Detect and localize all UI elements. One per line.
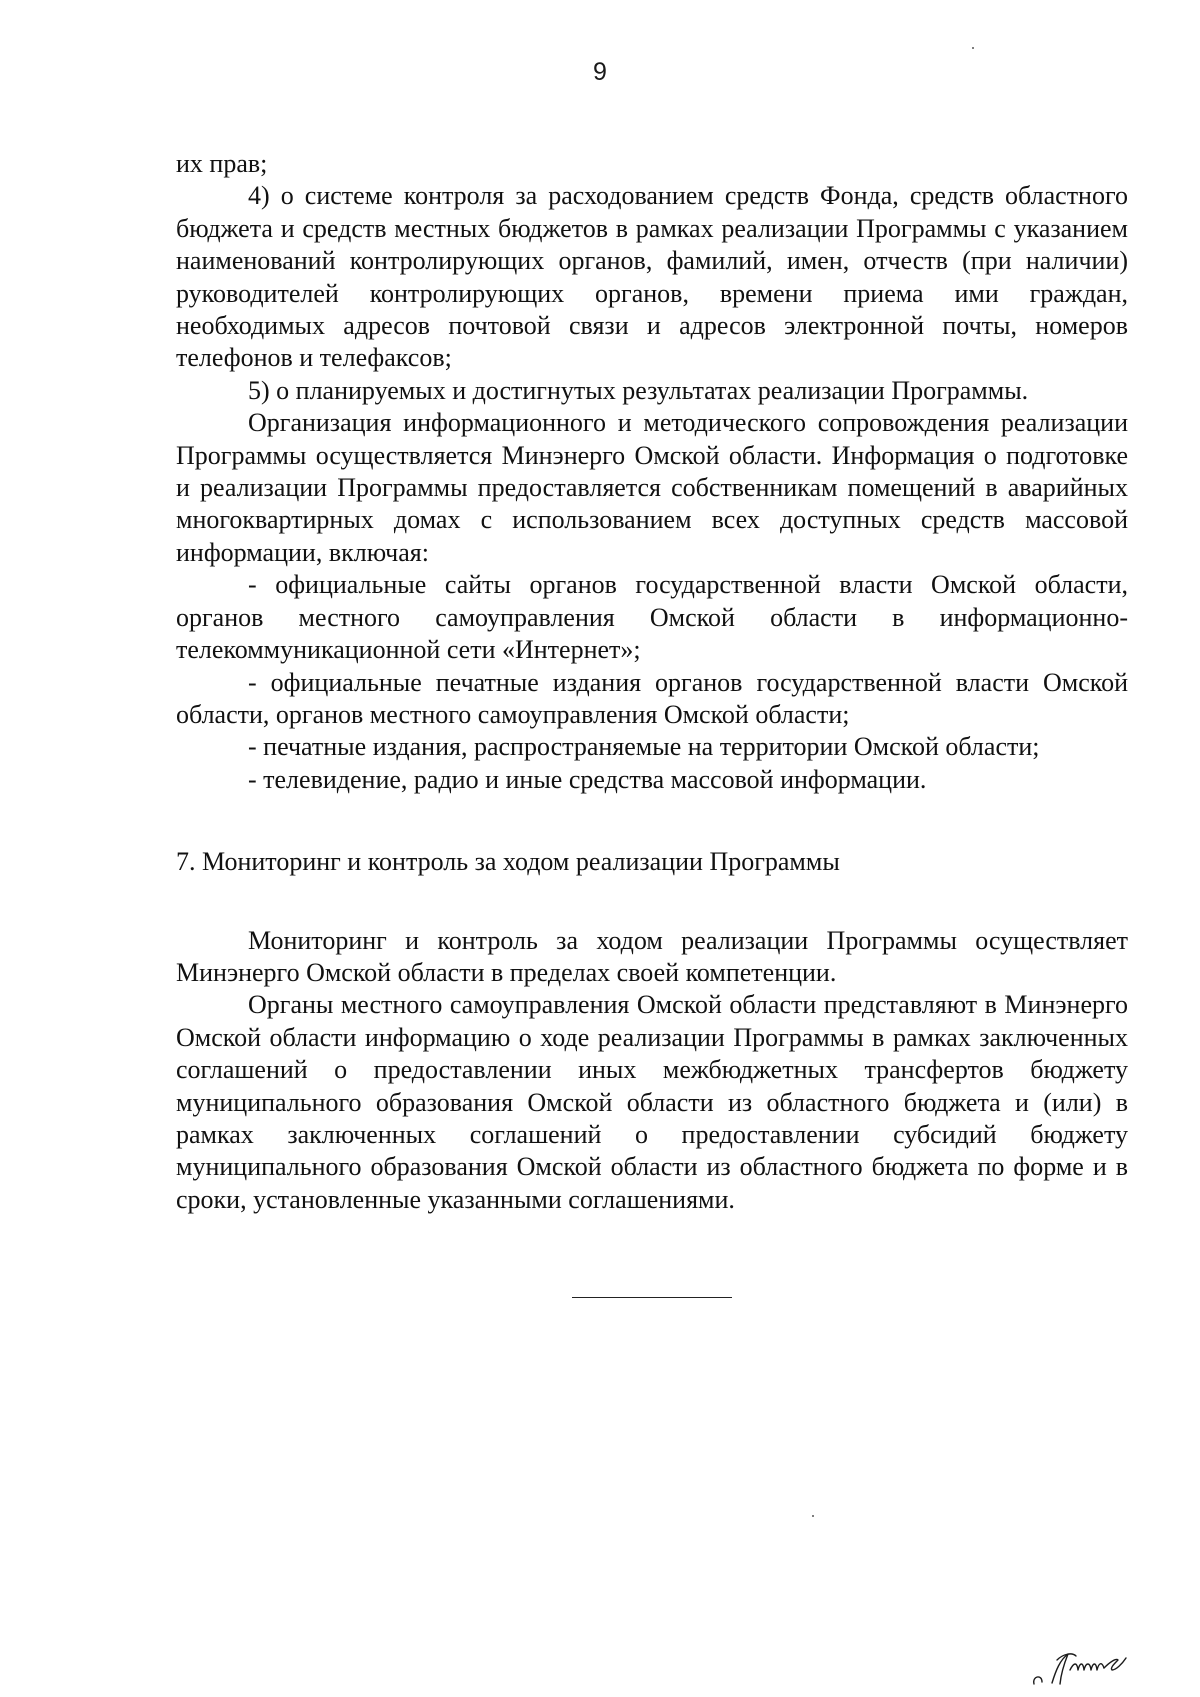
handwritten-signature <box>1030 1640 1150 1690</box>
document-body <box>176 148 1128 1216</box>
section-heading: 7. Мониторинг и контроль за ходом реализации Программы <box>176 847 840 877</box>
end-divider <box>572 1297 732 1298</box>
list-item-tv-radio: - телевидение, радио и иные средства массовой информации. <box>248 764 927 794</box>
list-item-official-sites: - официальные сайты органов государственной власти Омской области, органов местного самоуправления Омской области в информационно-телекоммуникационной сети «Интернет»; <box>176 570 1128 665</box>
section-paragraph-reporting: Органы местного самоуправления Омской области представляют в Минэнерго Омской области информацию о ходе реализации Программы в рамках заключенных соглашений о предоставлении иных межбюджетных трансфертов бюджету муниципального образования Омской области из областного бюджета и (или) в рамках заключенных соглашений о предоставлении субсидий бюджету муниципального образования Омской области из областного бюджета по форме и в сроки, установленные указанными соглашениями. <box>176 990 1128 1214</box>
paragraph-continuation: их прав; <box>176 149 268 178</box>
list-item-print-media: - печатные издания, распространяемые на территории Омской области; <box>248 732 1040 762</box>
section-paragraph-monitoring: Мониторинг и контроль за ходом реализации Программы осуществляет Минэнерго Омской области в пределах своей компетенции. <box>176 925 1128 987</box>
scan-speck <box>972 47 974 49</box>
paragraph-organization: Организация информационного и методического сопровождения реализации Программы осуществляется Минэнерго Омской области. Информация о подготовке и реализации Программы предоставляется собственникам помещений в аварийных многоквартирных домах с использованием всех доступных средств массовой информации, включая: <box>176 408 1128 567</box>
page-number: 9 <box>593 58 607 86</box>
paragraph-item-4: 4) о системе контроля за расходованием средств Фонда, средств областного бюджета и средств местных бюджетов в рамках реализации Программы с указанием наименований контролирующих органов, фамилий, имен, отчеств (при наличии) руководителей контролирующих органов, времени приема ими граждан, необходимых адресов почтовой связи и адресов электронной почты, номеров телефонов и телефаксов; <box>176 181 1128 373</box>
list-item-official-print: - официальные печатные издания органов государственной власти Омской области, органов местного самоуправления Омской области; <box>176 667 1128 729</box>
scan-speck <box>812 1515 814 1517</box>
paragraph-item-5: 5) о планируемых и достигнутых результатах реализации Программы. <box>248 375 1029 405</box>
